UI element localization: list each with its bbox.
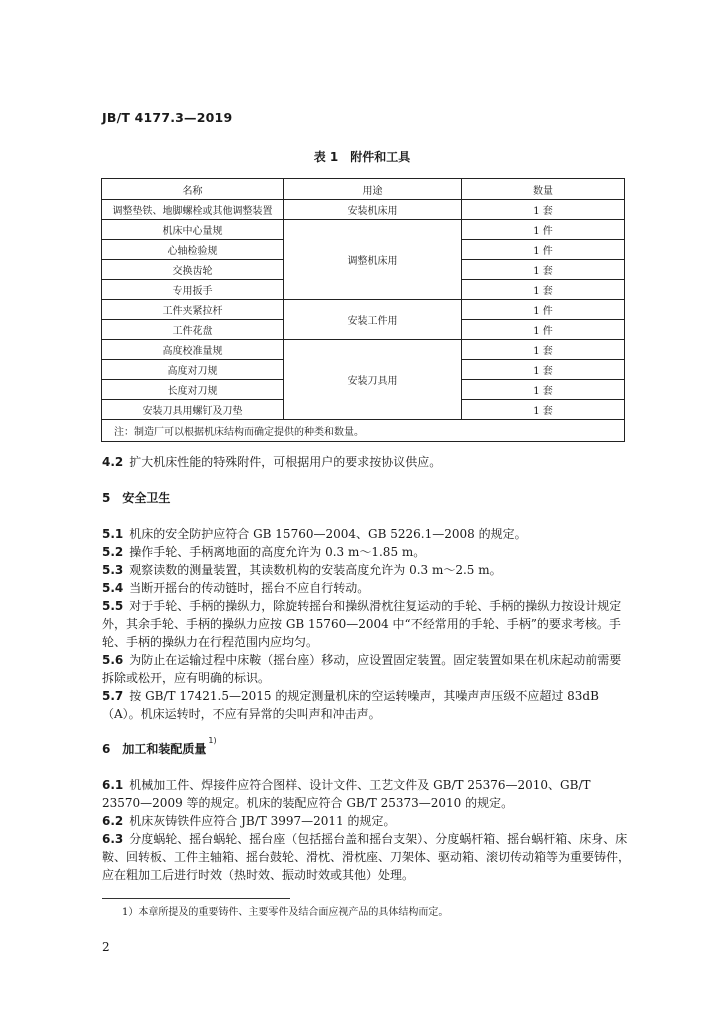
table-note: 注：制造厂可以根据机床结构而确定提供的种类和数量。 — [102, 420, 625, 442]
clause-text: 操作手轮、手柄离地面的高度允许为 0.3 m～1.85 m。 — [129, 545, 426, 559]
clause-6-1 — [102, 776, 632, 812]
cell-qty: 1 套 — [462, 280, 625, 300]
clause-text: 按 GB/T 17421.5—2015 的规定测量机床的空运转噪声，其噪声声压级不应超过 83dB（A）。机床运转时，不应有异常的尖叫声和冲击声。 — [102, 689, 599, 721]
footnote-marker: 1) — [208, 736, 217, 745]
cell-name: 工件花盘 — [102, 320, 284, 340]
clause-number: 5.6 — [102, 653, 124, 667]
clause-5-3 — [102, 561, 632, 579]
cell-name: 安装刀具用螺钉及刀垫 — [102, 400, 284, 420]
clause-number: 4.2 — [102, 455, 124, 469]
clause-text: 当断开摇台的传动链时，摇台不应自行转动。 — [129, 581, 370, 595]
clause-6-2 — [102, 812, 632, 830]
cell-qty: 1 套 — [462, 400, 625, 420]
column-header-use: 用途 — [284, 179, 462, 200]
cell-name: 长度对刀规 — [102, 380, 284, 400]
cell-qty: 1 件 — [462, 300, 625, 320]
cell-qty: 1 套 — [462, 260, 625, 280]
footnote: 1）本章所提及的重要铸件、主要零件及结合面应视产品的具体结构而定。 — [122, 907, 449, 918]
cell-name: 工件夹紧拉杆 — [102, 300, 284, 320]
cell-qty: 1 件 — [462, 240, 625, 260]
clause-5-5 — [102, 597, 632, 651]
cell-use: 安装机床用 — [284, 200, 462, 220]
accessories-table — [101, 178, 625, 442]
cell-name: 交换齿轮 — [102, 260, 284, 280]
section-6-heading — [102, 736, 217, 757]
cell-use: 调整机床用 — [284, 220, 462, 300]
cell-qty: 1 套 — [462, 200, 625, 220]
table-row — [102, 300, 625, 320]
clause-number: 5.7 — [102, 689, 124, 703]
clause-4-2 — [102, 453, 632, 471]
clause-5-6 — [102, 651, 632, 687]
cell-name: 调整垫铁、地脚螺栓或其他调整装置 — [102, 200, 284, 220]
cell-qty: 1 套 — [462, 380, 625, 400]
cell-name: 高度对刀规 — [102, 360, 284, 380]
table-row — [102, 200, 625, 220]
cell-qty: 1 套 — [462, 360, 625, 380]
clause-text: 机床的安全防护应符合 GB 15760—2004、GB 5226.1—2008 的规定。 — [129, 527, 527, 541]
cell-use: 安装刀具用 — [284, 340, 462, 420]
clause-5-1 — [102, 525, 632, 543]
clause-6-3 — [102, 830, 632, 884]
page-number: 2 — [102, 940, 110, 954]
clause-text: 为防止在运输过程中床鞍（摇台座）移动，应设置固定装置。固定装置如果在机床起动前需要拆除或松开，应有明确的标识。 — [102, 653, 622, 685]
standard-id-header: JB/T 4177.3—2019 — [102, 110, 233, 125]
column-header-qty: 数量 — [462, 179, 625, 200]
cell-name: 高度校准量规 — [102, 340, 284, 360]
clause-text: 机床灰铸铁件应符合 JB/T 3997—2011 的规定。 — [129, 814, 396, 828]
clause-5-4 — [102, 579, 632, 597]
table-caption: 表 1 附件和工具 — [313, 150, 411, 164]
column-header-name: 名称 — [102, 179, 284, 200]
clause-text: 扩大机床性能的特殊附件，可根据用户的要求按协议供应。 — [129, 455, 442, 469]
cell-qty: 1 件 — [462, 320, 625, 340]
cell-name: 心轴检验规 — [102, 240, 284, 260]
table-header-row — [102, 179, 625, 200]
cell-name: 专用扳手 — [102, 280, 284, 300]
clause-number: 5.2 — [102, 545, 124, 559]
section-6-title: 6 加工和装配质量 — [102, 742, 207, 756]
clause-number: 6.1 — [102, 778, 124, 792]
table-note-row — [102, 420, 625, 442]
clause-number: 5.1 — [102, 527, 124, 541]
clause-text: 机械加工件、焊接件应符合图样、设计文件、工艺文件及 GB/T 25376—2010、GB/T 23570—2009 等的规定。机床的装配应符合 GB/T 25373—2010 的规定。 — [102, 778, 591, 810]
clause-text: 对于手轮、手柄的操纵力，除旋转摇台和操纵滑枕往复运动的手轮、手柄的操纵力按设计规定外，其余手轮、手柄的操纵力应按 GB 15760—2004 中“不经常用的手轮、手柄”的要求考核。手轮、手柄的操纵力在行程范围内应均匀。 — [102, 599, 622, 649]
cell-name: 机床中心量规 — [102, 220, 284, 240]
clause-number: 5.4 — [102, 581, 124, 595]
clause-text: 观察读数的测量装置，其读数机构的安装高度允许为 0.3 m～2.5 m。 — [129, 563, 502, 577]
section-5-heading: 5 安全卫生 — [102, 491, 171, 505]
cell-use: 安装工件用 — [284, 300, 462, 340]
clause-number: 6.3 — [102, 832, 124, 846]
cell-qty: 1 套 — [462, 340, 625, 360]
cell-qty: 1 件 — [462, 220, 625, 240]
footnote-divider — [102, 898, 290, 899]
clause-number: 6.2 — [102, 814, 124, 828]
clause-5-2 — [102, 543, 632, 561]
clause-number: 5.5 — [102, 599, 124, 613]
clause-text: 分度蜗轮、摇台蜗轮、摇台座（包括摇台盖和摇台支架）、分度蜗杆箱、摇台蜗杆箱、床身、床鞍、回转板、工件主轴箱、摇台鼓轮、滑枕、滑枕座、刀架体、驱动箱、滚切传动箱等为重要铸件，应在粗加工后进行时效（热时效、振动时效或其他）处理。 — [102, 832, 631, 882]
table-row — [102, 220, 625, 240]
table-row — [102, 340, 625, 360]
clause-5-7 — [102, 687, 632, 723]
clause-number: 5.3 — [102, 563, 124, 577]
